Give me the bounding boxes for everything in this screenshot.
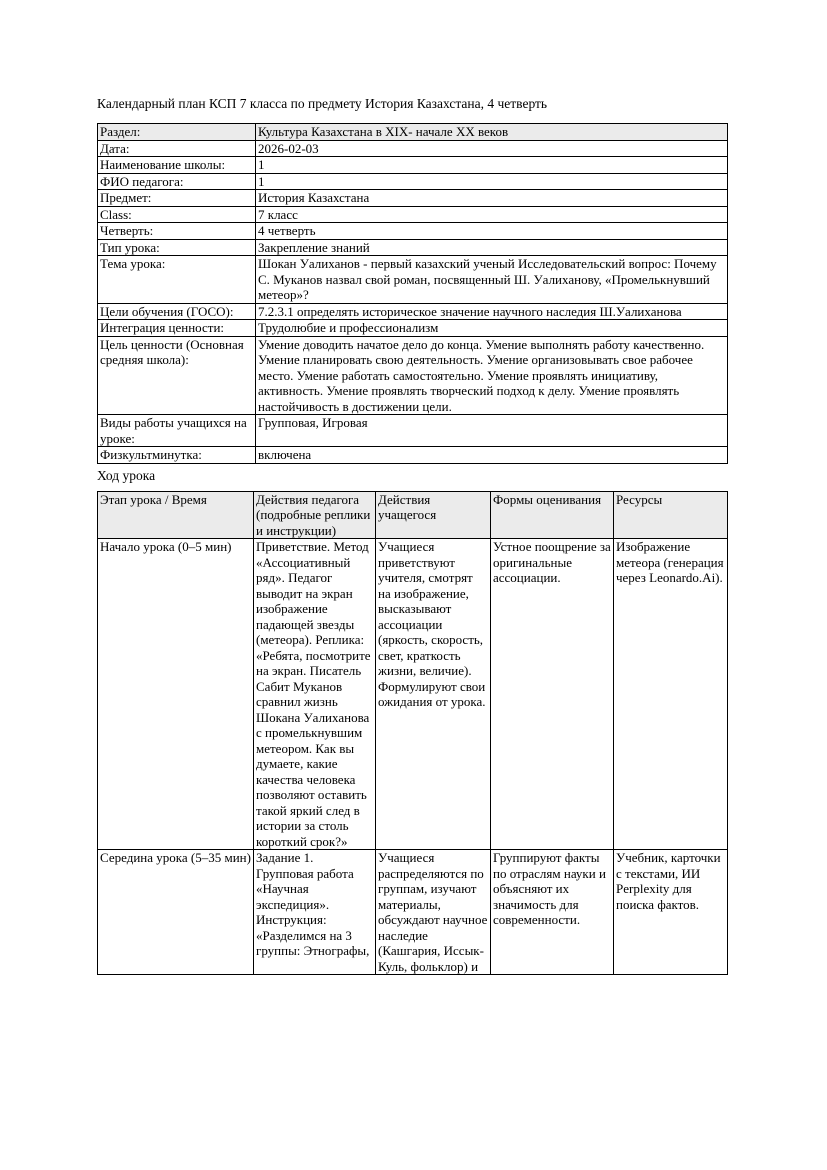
info-row	[98, 140, 728, 157]
info-row	[98, 320, 728, 337]
info-row-label: Интеграция ценности:	[98, 320, 256, 337]
info-row-value: 1	[256, 173, 728, 190]
info-row	[98, 447, 728, 464]
lesson-flow-table	[97, 491, 728, 976]
lesson-info-table	[97, 123, 728, 464]
info-row	[98, 206, 728, 223]
info-row-value: Трудолюбие и профессионализм	[256, 320, 728, 337]
lesson-cell-stage: Середина урока (5–35 мин)	[98, 850, 254, 975]
info-row-value: Закрепление знаний	[256, 239, 728, 256]
lesson-column-header: Действия педагога (подробные реплики и инструкции)	[254, 491, 376, 539]
info-row-value: 2026-02-03	[256, 140, 728, 157]
info-row	[98, 336, 728, 415]
info-row-label: Предмет:	[98, 190, 256, 207]
info-row-label: Раздел:	[98, 124, 256, 141]
lesson-cell-resources: Учебник, карточки с текстами, ИИ Perplexity для поиска фактов.	[614, 850, 728, 975]
info-row-value: 1	[256, 157, 728, 174]
section-heading: Ход урока	[97, 467, 156, 483]
info-row-label: ФИО педагога:	[98, 173, 256, 190]
info-row-value: 4 четверть	[256, 223, 728, 240]
info-row-value: Умение доводить начатое дело до конца. Умение выполнять работу качественно. Умение планировать свою деятельность. Умение организовывать свое рабочее место. Умение работать самостоятельно. Умение проявлять инициативу, активность. Умение проявлять творческий подход к делу. Умение проявлять настойчивость в достижении цели.	[256, 336, 728, 415]
info-row-value: 7.2.3.1 определять историческое значение научного наследия Ш.Уалиханова	[256, 303, 728, 320]
info-row-label: Тип урока:	[98, 239, 256, 256]
lesson-column-header: Этап урока / Время	[98, 491, 254, 539]
info-row-label: Тема урока:	[98, 256, 256, 304]
info-row-label: Цель ценности (Основная средняя школа):	[98, 336, 256, 415]
info-row-value: 7 класс	[256, 206, 728, 223]
info-row	[98, 223, 728, 240]
lesson-cell-resources: Изображение метеора (генерация через Leonardo.Ai).	[614, 539, 728, 850]
lesson-column-header: Ресурсы	[614, 491, 728, 539]
lesson-cell-stage: Начало урока (0–5 мин)	[98, 539, 254, 850]
info-row	[98, 256, 728, 304]
info-row-value: Культура Казахстана в XIX- начале XX веков	[256, 124, 728, 141]
info-row-label: Class:	[98, 206, 256, 223]
lesson-table-body	[98, 539, 728, 975]
info-row	[98, 415, 728, 447]
info-table-body	[98, 124, 728, 464]
info-row	[98, 239, 728, 256]
info-row	[98, 190, 728, 207]
lesson-cell-student: Учащиеся распределяются по группам, изучают материалы, обсуждают научное наследие (Кашгария, Иссык-Куль, фольклор) и	[376, 850, 491, 975]
info-row	[98, 124, 728, 141]
info-row-value: Групповая, Игровая	[256, 415, 728, 447]
info-row-value: Шокан Уалиханов - первый казахский ученый Исследовательский вопрос: Почему С. Муканов назвал свой роман, посвященный Ш. Уалиханову, «Промелькнувший метеор»?	[256, 256, 728, 304]
info-row-label: Наименование школы:	[98, 157, 256, 174]
lesson-header-row	[98, 491, 728, 539]
info-row-value: История Казахстана	[256, 190, 728, 207]
lesson-cell-teacher: Приветствие. Метод «Ассоциативный ряд». Педагог выводит на экран изображение падающей звезды (метеора). Реплика: «Ребята, посмотрите на экран. Писатель Сабит Муканов сравнил жизнь Шокана Уалиханова с промелькнувшим метеором. Как вы думаете, какие качества человека позволяют оставить такой яркий след в истории за столь короткий срок?»	[254, 539, 376, 850]
info-row	[98, 303, 728, 320]
info-row-value: включена	[256, 447, 728, 464]
document-title: Календарный план КСП 7 класса по предмету История Казахстана, 4 четверть	[97, 96, 548, 111]
page-content	[97, 96, 727, 975]
lesson-cell-assessment: Устное поощрение за оригинальные ассоциации.	[491, 539, 614, 850]
lesson-cell-assessment: Группируют факты по отраслям науки и объясняют их значимость для современности.	[491, 850, 614, 975]
info-row-label: Виды работы учащихся на уроке:	[98, 415, 256, 447]
lesson-column-header: Действия учащегося	[376, 491, 491, 539]
info-row-label: Цели обучения (ГОСО):	[98, 303, 256, 320]
info-row-label: Физкультминутка:	[98, 447, 256, 464]
info-row-label: Дата:	[98, 140, 256, 157]
info-row	[98, 157, 728, 174]
lesson-cell-student: Учащиеся приветствуют учителя, смотрят на изображение, высказывают ассоциации (яркость, скорость, свет, краткость жизни, величие). Формулируют свои ожидания от урока.	[376, 539, 491, 850]
lesson-row	[98, 850, 728, 975]
lesson-cell-teacher: Задание 1. Групповая работа «Научная экспедиция». Инструкция: «Разделимся на 3 группы: Этнографы,	[254, 850, 376, 975]
lesson-row	[98, 539, 728, 850]
info-row	[98, 173, 728, 190]
info-row-label: Четверть:	[98, 223, 256, 240]
lesson-column-header: Формы оценивания	[491, 491, 614, 539]
